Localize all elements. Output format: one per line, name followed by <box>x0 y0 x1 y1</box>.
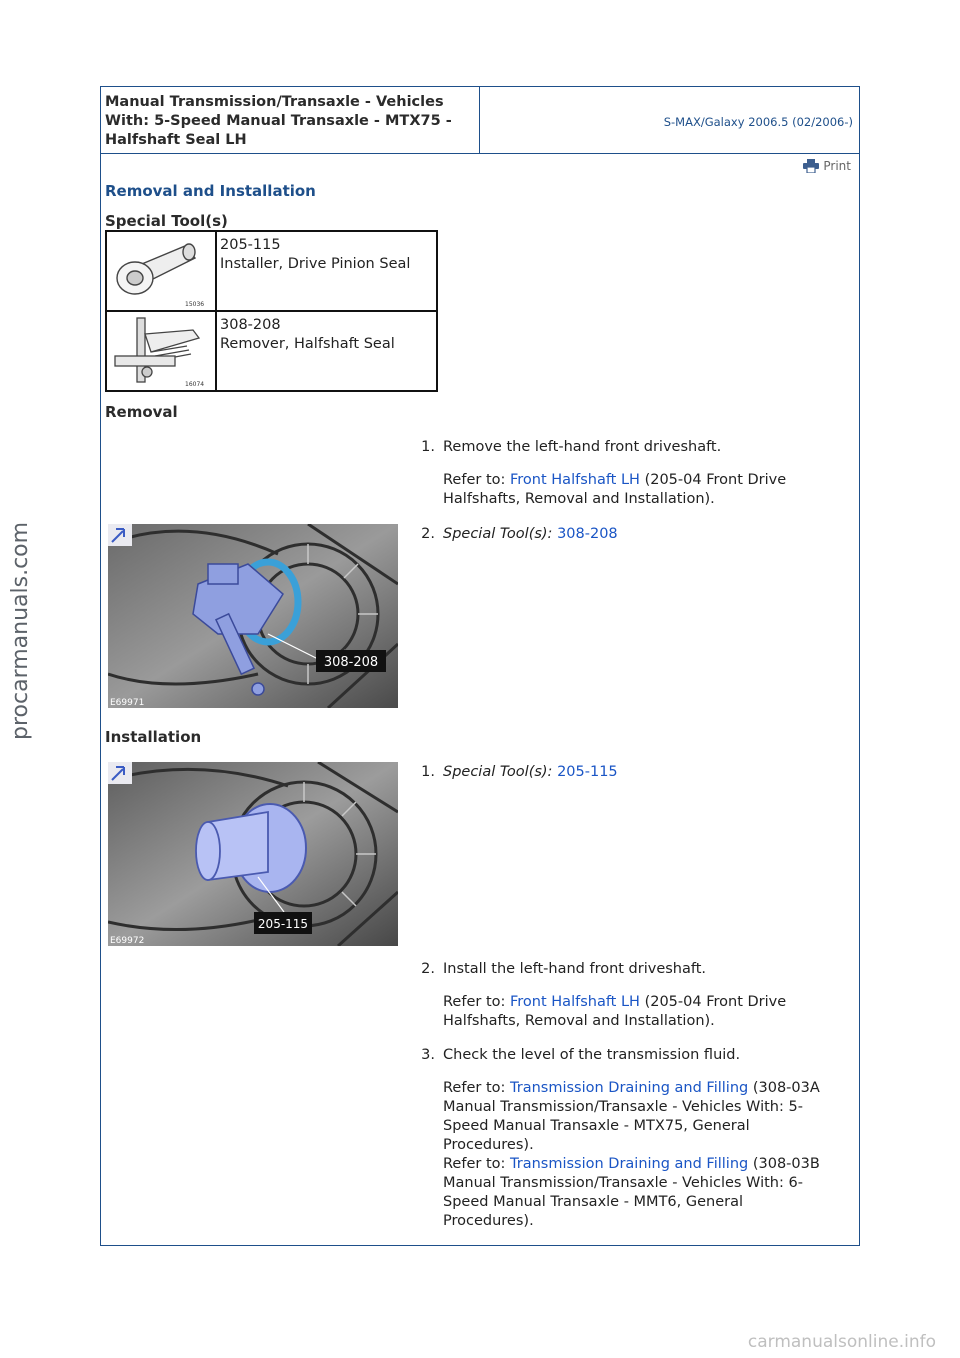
special-tools-table <box>105 230 438 392</box>
step-reference <box>443 471 825 509</box>
step-reference <box>443 1079 825 1155</box>
step-reference <box>443 1155 825 1231</box>
transmission-draining-filling-link[interactable]: Transmission Draining and Filling <box>510 1156 749 1172</box>
reference-suffix: (205-04 Front Drive Halfshafts, Removal and Installation). <box>443 472 787 507</box>
reference-prefix: Refer to: <box>443 994 506 1010</box>
installation-step-1-image <box>108 762 398 946</box>
step-number: 3. <box>421 1047 435 1063</box>
print-button[interactable] <box>803 159 851 173</box>
tool-name: Remover, Halfshaft Seal <box>220 336 395 352</box>
tool-row <box>106 311 437 391</box>
step-text: Check the level of the transmission fluid. <box>443 1047 741 1063</box>
tool-remover-image <box>107 312 215 390</box>
step-number: 1. <box>421 439 435 455</box>
reference-suffix: (308-03A Manual Transmission/Transaxle - Vehicles With: 5-Speed Manual Transaxle - MTX75, General Procedures). <box>443 1080 820 1153</box>
reference-prefix: Refer to: <box>443 1080 506 1096</box>
section-heading-special-tools: Special Tool(s) <box>105 212 228 230</box>
reference-suffix: (308-03B Manual Transmission/Transaxle - Vehicles With: 6-Speed Manual Transaxle - MMT6, General Procedures). <box>443 1156 820 1229</box>
reference-prefix: Refer to: <box>443 472 506 488</box>
tool-row <box>106 231 437 311</box>
section-heading-removal-installation: Removal and Installation <box>105 182 316 200</box>
step-number: 2. <box>421 961 435 977</box>
document-header <box>101 87 859 154</box>
tool-name: Installer, Drive Pinion Seal <box>220 256 411 272</box>
reference-prefix: Refer to: <box>443 1156 506 1172</box>
tool-installer-image <box>107 232 215 310</box>
footer-watermark: carmanualsonline.info <box>747 1332 936 1352</box>
tool-205-115-link[interactable]: 205-115 <box>557 764 618 780</box>
removal-step-2-image <box>108 524 398 708</box>
document-title: Manual Transmission/Transaxle - Vehicles With: 5-Speed Manual Transaxle - MTX75 - Halfshaft Seal LH <box>105 94 452 148</box>
section-heading-installation: Installation <box>105 728 202 746</box>
printer-icon <box>803 159 819 173</box>
front-halfshaft-link[interactable]: Front Halfshaft LH <box>510 994 640 1010</box>
step-number: 2. <box>421 526 435 542</box>
vehicle-model: S-MAX/Galaxy 2006.5 (02/2006-) <box>663 115 853 129</box>
image-code: E69972 <box>110 936 145 946</box>
tool-image-code: 15036 <box>185 301 205 308</box>
image-code: E69971 <box>110 698 145 708</box>
transmission-draining-filling-link[interactable]: Transmission Draining and Filling <box>510 1080 749 1096</box>
tool-info-cell <box>216 231 437 311</box>
front-halfshaft-link[interactable]: Front Halfshaft LH <box>510 472 640 488</box>
print-label: Print <box>823 159 851 173</box>
tool-image-cell <box>106 311 216 391</box>
tool-number: 205-115 <box>220 237 281 253</box>
side-watermark: procarmanuals.com <box>8 521 33 740</box>
step-number: 1. <box>421 764 435 780</box>
tool-image-cell <box>106 231 216 311</box>
header-divider <box>479 87 480 153</box>
tool-image-code: 16074 <box>185 381 205 388</box>
tool-callout: 308-208 <box>323 655 379 670</box>
tool-info-cell <box>216 311 437 391</box>
section-heading-removal: Removal <box>105 403 178 421</box>
special-tools-label: Special Tool(s): <box>443 764 553 780</box>
step-text: Remove the left-hand front driveshaft. <box>443 439 722 455</box>
special-tools-label: Special Tool(s): <box>443 526 553 542</box>
document-frame <box>100 86 860 1246</box>
step-reference <box>443 993 825 1031</box>
tool-308-208-link[interactable]: 308-208 <box>557 526 618 542</box>
tool-number: 308-208 <box>220 317 281 333</box>
step-text: Install the left-hand front driveshaft. <box>443 961 707 977</box>
reference-suffix: (205-04 Front Drive Halfshafts, Removal and Installation). <box>443 994 787 1029</box>
tool-callout: 205-115 <box>257 917 309 931</box>
